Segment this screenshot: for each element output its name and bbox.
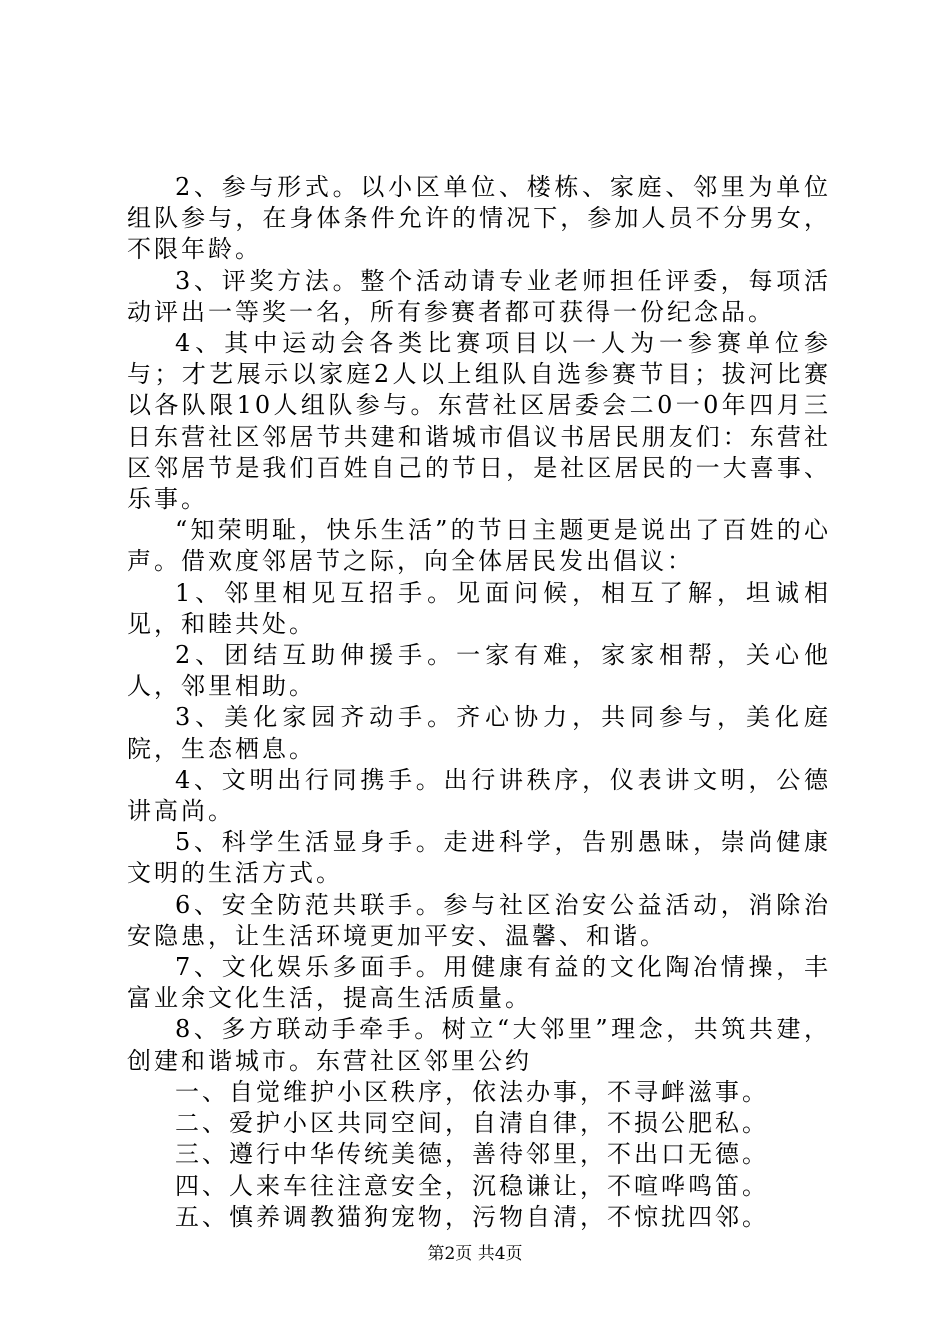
paragraph: 一、自觉维护小区秩序，依法办事，不寻衅滋事。 (175, 1077, 769, 1106)
paragraph: 1、邻里相见互招手。见面问候，相互了解，坦诚相见，和睦共处。 (127, 578, 831, 638)
page-number: 第2页 共4页 (427, 1244, 523, 1264)
page-footer (0, 1243, 950, 1265)
paragraph: 7、文化娱乐多面手。用健康有益的文化陶冶情操，丰富业余文化生活，提高生活质量。 (127, 953, 831, 1013)
paragraph: 二、爱护小区共同空间，自清自律，不损公肥私。 (175, 1109, 769, 1138)
paragraph: 4、文明出行同携手。出行讲秩序，仪表讲文明，公德讲高尚。 (127, 765, 831, 826)
paragraph: 8、多方联动手牵手。树立“大邻里”理念，共筑共建，创建和谐城市。东营社区邻里公约 (127, 1015, 831, 1075)
document-body (127, 172, 831, 1233)
paragraph: 3、美化家园齐动手。齐心协力，共同参与，美化庭院，生态栖息。 (127, 703, 831, 763)
paragraph: 五、慎养调教猫狗宠物，污物自清，不惊扰四邻。 (175, 1202, 769, 1231)
paragraph: 6、安全防范共联手。参与社区治安公益活动，消除治安隐患，让生活环境更加平安、温馨、和谐。 (127, 890, 831, 950)
paragraph: 三、遵行中华传统美德，善待邻里，不出口无德。 (175, 1140, 769, 1169)
paragraph: 四、人来车往注意安全，沉稳谦让，不喧哗鸣笛。 (175, 1171, 769, 1200)
paragraph: “知荣明耻，快乐生活”的节日主题更是说出了百姓的心声。借欢度邻居节之际，向全体居民发出倡议： (127, 516, 831, 576)
paragraph: 5、科学生活显身手。走进科学，告别愚昧，崇尚健康文明的生活方式。 (127, 828, 831, 888)
paragraph: 2、参与形式。以小区单位、楼栋、家庭、邻里为单位组队参与，在身体条件允许的情况下，参加人员不分男女，不限年龄。 (127, 173, 831, 264)
paragraph: 3、评奖方法。整个活动请专业老师担任评委，每项活动评出一等奖一名，所有参赛者都可获得一份纪念品。 (127, 266, 831, 326)
paragraph: 4、其中运动会各类比赛项目以一人为一参赛单位参与；才艺展示以家庭2人以上组队自选参赛节目；拔河比赛以各队限10人组队参与。东营社区居委会二0一0年四月三日东营社区邻居节共建和谐城市倡议书居民朋友们：东营社区邻居节是我们百姓自己的节日，是社区居民的一大喜事、乐事。 (127, 329, 831, 514)
paragraph: 2、团结互助伸援手。一家有难，家家相帮，关心他人，邻里相助。 (127, 641, 831, 701)
